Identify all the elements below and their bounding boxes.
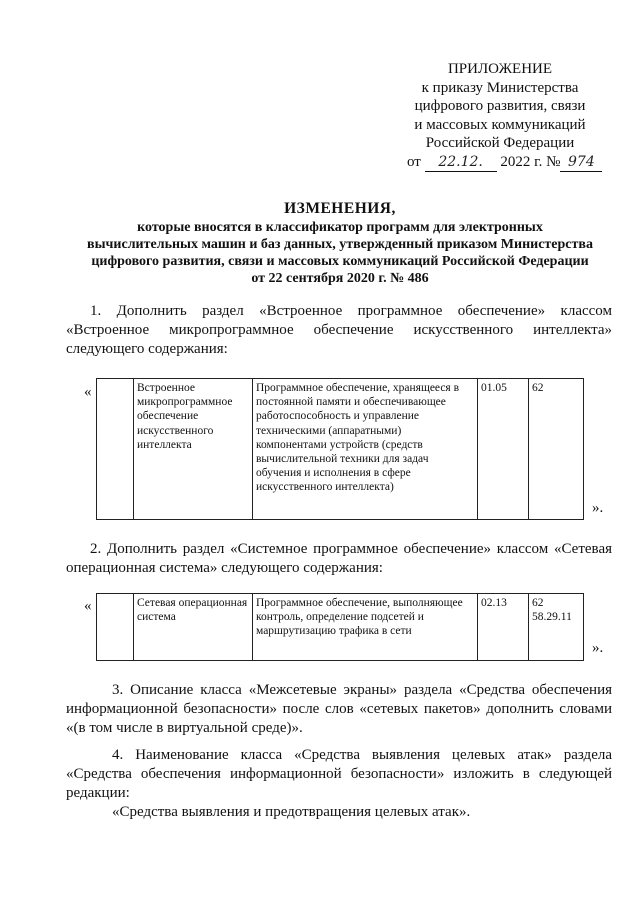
paragraph-line: редакции: [66, 785, 130, 801]
okved-value: 58.29.11 [532, 611, 572, 624]
table-cell-code: 01.05 [478, 379, 529, 520]
paragraph-line: «Средства обеспечения информационной безопасности» изложить в следующей [66, 766, 612, 782]
appendix-line: к приказу Министерства [421, 79, 579, 96]
paragraph-line: операционная система» следующего содержания: [66, 560, 383, 576]
handwritten-number: 974 [560, 153, 602, 173]
paragraph-line: «Средства выявления и предотвращения целевых атак». [112, 804, 471, 820]
table-row [97, 379, 584, 520]
table-cell-description: Программное обеспечение, хранящееся в постоянной памяти и обеспечивающее работоспособность и управление техническими (аппаратными) компонентами устройств (средств вычислительной техники для задач обучения и исполнения в сфере искусственного интеллекта) [253, 379, 478, 520]
item-3-paragraph [66, 681, 612, 738]
table-1 [96, 378, 584, 520]
table-cell-okved [529, 594, 584, 661]
heading-line: которые вносятся в классификатор программ для электронных [137, 220, 543, 235]
table-cell-name: Сетевая операционная система [134, 594, 253, 661]
paragraph-line: 1. Дополнить раздел «Встроенное программное обеспечение» классом [90, 303, 612, 319]
paragraph-line: «Встроенное микропрограммное обеспечение искусственного интеллекта» [66, 322, 612, 338]
paragraph-line: информационной безопасности» после слов «сетевых пакетов» дополнить словами [66, 701, 612, 717]
paragraph-line: следующего содержания: [66, 341, 228, 357]
paragraph-line: 4. Наименование класса «Средства выявления целевых атак» раздела [112, 747, 612, 763]
appendix-dateline [407, 153, 605, 173]
paragraph-line: «(в том числе в виртуальной среде)». [66, 720, 303, 736]
heading-title: ИЗМЕНЕНИЯ, [284, 200, 396, 217]
table-1-open-quote: « [84, 384, 92, 400]
table-cell-empty [97, 594, 134, 661]
item-2-paragraph [66, 540, 612, 578]
heading-line: от 22 сентября 2020 г. № 486 [251, 271, 429, 286]
heading-line: цифрового развития, связи и массовых коммуникаций Российской Федерации [91, 254, 589, 269]
table-2-close-quote: ». [592, 640, 604, 656]
table-cell-empty [97, 379, 134, 520]
table-cell-okved: 62 [529, 379, 584, 520]
paragraph-line: 3. Описание класса «Межсетевые экраны» раздела «Средства обеспечения [112, 682, 612, 698]
table-cell-name: Встроенное микропрограммное обеспечение искусственного интеллекта [134, 379, 253, 520]
table-2 [96, 593, 584, 661]
appendix-block [395, 60, 605, 172]
handwritten-date: 22.12. [425, 153, 497, 173]
appendix-title: ПРИЛОЖЕНИЕ [447, 61, 553, 77]
table-cell-description: Программное обеспечение, выполняющее контроль, определение подсетей и маршрутизацию трафика в сети [253, 594, 478, 661]
table-1-close-quote: ». [592, 500, 604, 516]
item-4-paragraph [66, 746, 612, 822]
appendix-line: и массовых коммуникаций [414, 116, 586, 133]
table-row [97, 594, 584, 661]
table-cell-code: 02.13 [478, 594, 529, 661]
appendix-line: Российской Федерации [425, 135, 575, 151]
document-heading [60, 200, 620, 287]
okved-value: 62 [532, 597, 544, 609]
date-year: 2022 г. № [500, 153, 561, 170]
date-prefix: от [407, 153, 421, 170]
appendix-line: цифрового развития, связи [414, 98, 586, 114]
table-2-open-quote: « [84, 598, 92, 614]
item-1-paragraph [66, 302, 612, 359]
heading-line: вычислительных машин и баз данных, утвержденный приказом Министерства [87, 237, 593, 252]
paragraph-line: 2. Дополнить раздел «Системное программное обеспечение» классом «Сетевая [90, 541, 612, 557]
